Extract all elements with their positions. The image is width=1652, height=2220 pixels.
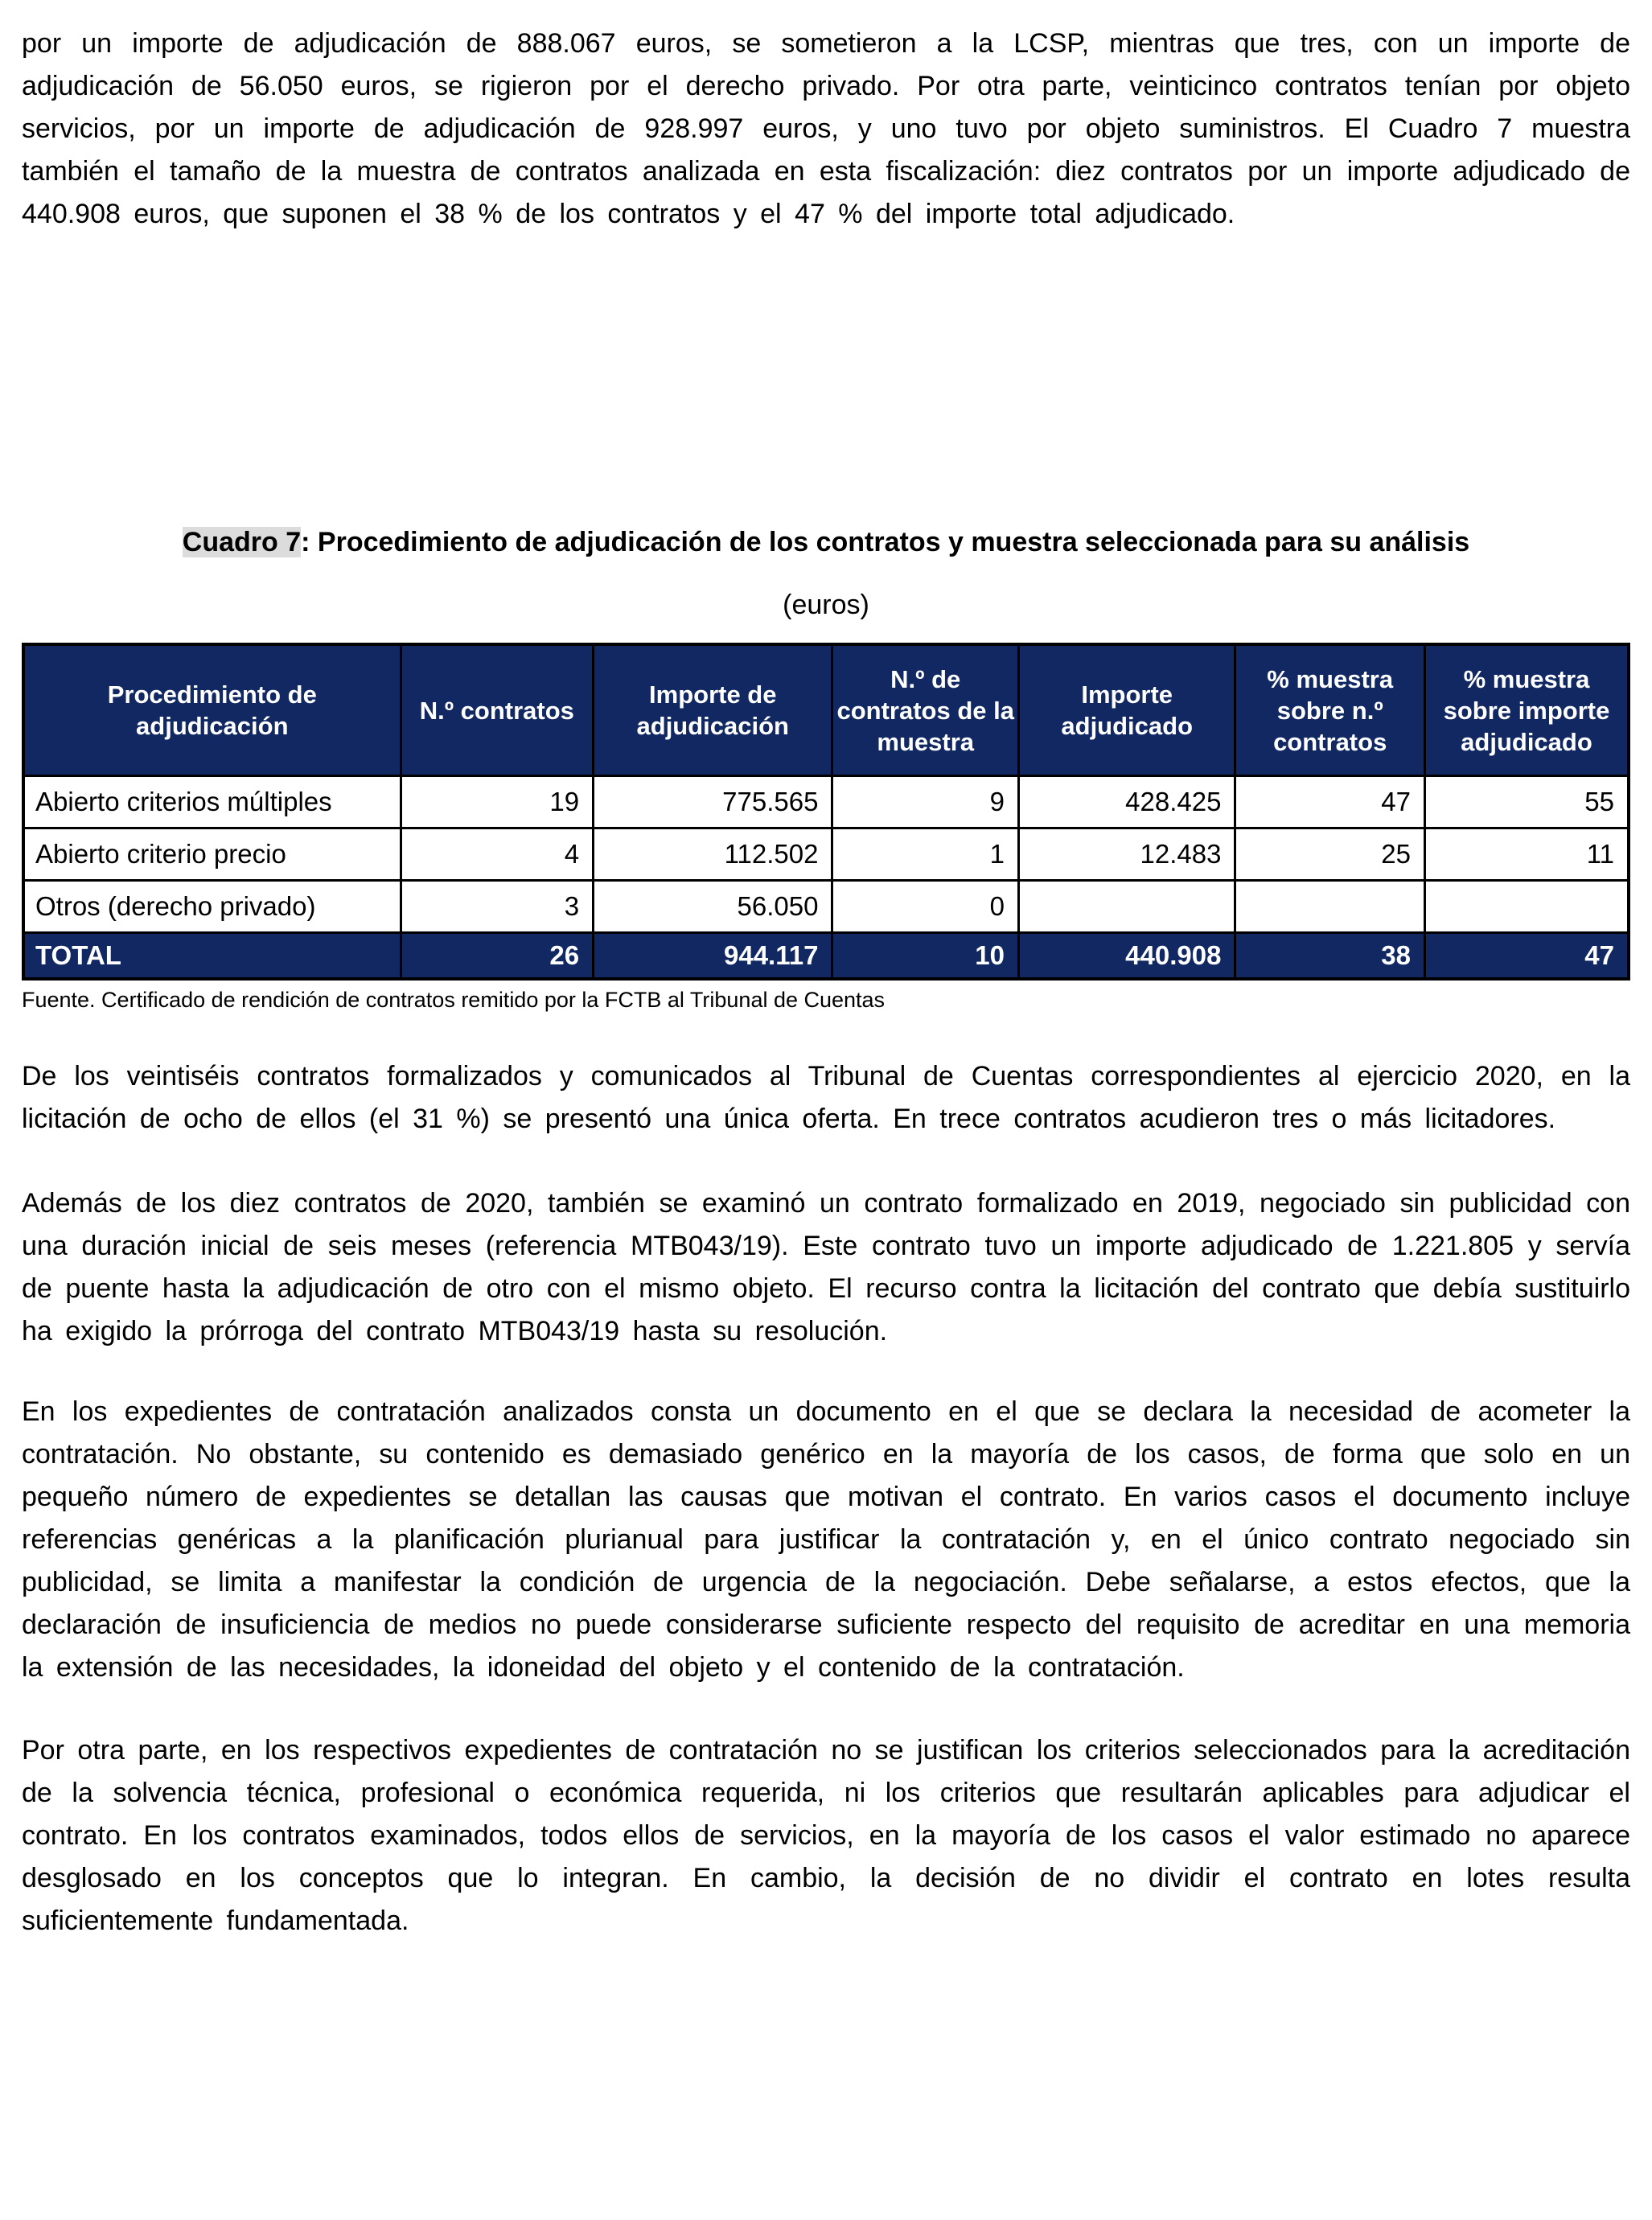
column-header-importe-adjudicado: Importe adjudicado: [1018, 644, 1235, 776]
table-cell: 775.565: [594, 776, 832, 828]
table-cell: 25: [1235, 828, 1425, 881]
table-cell: [1235, 881, 1425, 933]
table-source-note: Fuente. Certificado de rendición de contratos remitido por la FCTB al Tribunal de Cuentas: [22, 988, 886, 1012]
table-cell: 440.908: [1018, 933, 1235, 980]
table-cell: 10: [832, 933, 1019, 980]
table-cell-total-label: TOTAL: [23, 933, 401, 980]
contracts-table: [22, 643, 1630, 980]
table-cell: Otros (derecho privado): [23, 881, 401, 933]
table-cell: 11: [1424, 828, 1629, 881]
table-cell: 47: [1235, 776, 1425, 828]
table-row: [23, 881, 1629, 933]
column-header-importe-adjudicacion: Importe de adjudicación: [594, 644, 832, 776]
table-row: [23, 828, 1629, 881]
column-header-procedimiento: Procedimiento de adjudicación: [23, 644, 401, 776]
column-header-n-contratos-muestra: N.º de contratos de la muestra: [832, 644, 1019, 776]
paragraph-offers: De los veintiséis contratos formalizados y comunicados al Tribunal de Cuentas correspondientes al ejercicio 2020, en la licitación de ocho de ellos (el 31 %) se presentó una única oferta. En trece contratos acudieron tres o más licitadores.: [22, 1061, 1630, 1134]
paragraph-mtb043-contract: Además de los diez contratos de 2020, también se examinó un contrato formalizado en 2019, negociado sin publicidad con una duración inicial de seis meses (referencia MTB043/19). Este contrato tuvo un importe adjudicado de 1.221.805 y servía de puente hasta la adjudicación de otro con el mismo objeto. El recurso contra la licitación del contrato que debía sustituirlo ha exigido la prórroga del contrato MTB043/19 hasta su resolución.: [22, 1188, 1630, 1346]
table-cell: 944.117: [594, 933, 832, 980]
table-total-row: [23, 933, 1629, 980]
table-caption-title: Procedimiento de adjudicación de los contratos y muestra seleccionada para su análisis: [317, 527, 1470, 557]
table-cell: 19: [401, 776, 594, 828]
table-header-row: [23, 644, 1629, 776]
table-cell: 1: [832, 828, 1019, 881]
table-cell: 56.050: [594, 881, 832, 933]
table-cell: 9: [832, 776, 1019, 828]
table-cell: 12.483: [1018, 828, 1235, 881]
column-header-pct-muestra-importe: % muestra sobre importe adjudicado: [1424, 644, 1629, 776]
column-header-pct-muestra-contratos: % muestra sobre n.º contratos: [1235, 644, 1425, 776]
table-cell: [1424, 881, 1629, 933]
column-header-n-contratos: N.º contratos: [401, 644, 594, 776]
paragraph-criteria-justification: Por otra parte, en los respectivos expedientes de contratación no se justifican los criterios seleccionados para la acreditación de la solvencia técnica, profesional o económica requerida, ni los criterios que resultarán aplicables para adjudicar el contrato. En los contratos examinados, todos ellos de servicios, en la mayoría de los casos el valor estimado no aparece desglosado en los conceptos que lo integran. En cambio, la decisión de no dividir el contrato en lotes resulta suficientemente fundamentada.: [22, 1735, 1630, 1936]
table-cell: Abierto criterios múltiples: [23, 776, 401, 828]
table-unit-label: (euros): [783, 590, 869, 620]
table-cell: 0: [832, 881, 1019, 933]
table-cell: 112.502: [594, 828, 832, 881]
table-cell: 3: [401, 881, 594, 933]
paragraph-intro-contracts: por un importe de adjudicación de 888.067 euros, se sometieron a la LCSP, mientras que tres, con un importe de adjudicación de 56.050 euros, se rigieron por el derecho privado. Por otra parte, veinticinco contratos tenían por objeto servicios, por un importe de adjudicación de 928.997 euros, y uno tuvo por objeto suministros. El Cuadro 7 muestra también el tamaño de la muestra de contratos analizada en esta fiscalización: diez contratos por un importe adjudicado de 440.908 euros, que suponen el 38 % de los contratos y el 47 % del importe total adjudicado.: [22, 28, 1630, 229]
table-cell: 4: [401, 828, 594, 881]
table-caption-separator: :: [301, 527, 318, 557]
table-cell: 47: [1424, 933, 1629, 980]
table-row: [23, 776, 1629, 828]
table-cell: 26: [401, 933, 594, 980]
table-cell: Abierto criterio precio: [23, 828, 401, 881]
table-cell: 55: [1424, 776, 1629, 828]
table-cell: 428.425: [1018, 776, 1235, 828]
table-caption: [22, 520, 1630, 565]
table-cell: 38: [1235, 933, 1425, 980]
paragraph-need-declaration: En los expedientes de contratación analizados consta un documento en el que se declara la necesidad de acometer la contratación. No obstante, su contenido es demasiado genérico en la mayoría de los casos, de forma que solo en un pequeño número de expedientes se detallan las causas que motivan el contrato. En varios casos el documento incluye referencias genéricas a la planificación plurianual para justificar la contratación y, en el único contrato negociado sin publicidad, se limita a manifestar la condición de urgencia de la negociación. Debe señalarse, a estos efectos, que la declaración de insuficiencia de medios no puede considerarse suficiente respecto del requisito de acreditar en una memoria la extensión de las necesidades, la idoneidad del objeto y el contenido de la contratación.: [22, 1396, 1630, 1683]
document-page: [22, 0, 1630, 1942]
table-cell: [1018, 881, 1235, 933]
table-caption-label: Cuadro 7: [182, 527, 302, 557]
